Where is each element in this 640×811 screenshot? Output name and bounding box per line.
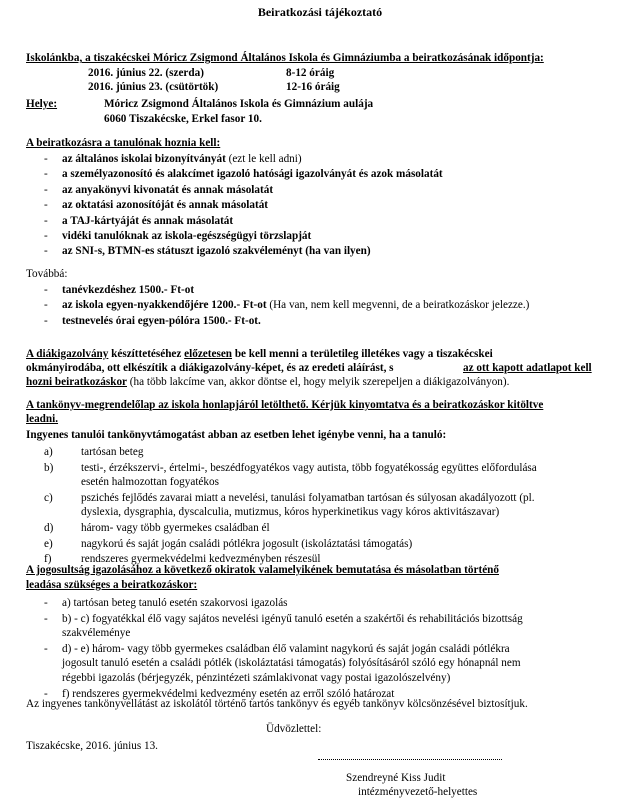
signer-name: Szendreyné Kiss Judit [346,772,446,784]
proof-text: a) tartósan beteg tanuló esetén szakorvosi igazolás [62,597,288,609]
bullet-dash: - [44,284,48,296]
also-item-text: az iskola egyen-nyakkendőjére 1200.- Ft-ot [62,299,267,312]
textbook-line-2: leadni. [26,413,59,425]
document-title: Beiratkozási tájékoztató [257,5,383,19]
proof-heading-1: A jogosultság igazolásához a következő okiratok valamelyikének bemutatása és másolatban történő [26,564,499,576]
student-id-line-2-underlined: az ott kapott adatlapot kell [463,362,592,374]
bring-item-text: a személyazonosító és alakcímet igazoló hatósági igazolványát és azok másolatát [62,168,443,181]
bring-item-text: az anyakönyvi kivonatát és annak másolatát [62,183,274,196]
condition-text: esetén halmozottan fogyatékos [81,476,219,488]
bring-item [62,199,268,213]
student-id-bring-text: hozni beiratkozáskor [26,376,127,388]
proof-dash: - [44,613,48,625]
proof-text: b) - c) fogyatékkal élő vagy sajátos nevelési igényű tanuló esetén a szakértői és rehabilitációs bizottság [62,613,523,625]
bullet-dash: - [44,230,48,242]
proof-heading-2: leadása szükséges a beiratkozáskor: [26,579,198,591]
bullet-dash: - [44,168,48,181]
signer-role: intézményvezető-helyettes [358,786,478,798]
bring-item [62,230,311,244]
also-item [62,299,529,313]
student-id-note: (ha több lakcíme van, akkor döntse el, hogy melyik szerepeljen a diákigazolványon). [127,376,510,388]
condition-letter: b) [44,461,54,474]
bring-item [62,215,233,229]
bullet-dash: - [44,299,48,312]
date-2-time: 12-16 óráig [286,81,340,93]
bring-item-note: (ezt le kell adni) [225,153,302,165]
bring-item [62,153,302,167]
signature-line [318,759,502,760]
bring-item-text: a TAJ-kártyáját és annak másolatát [62,214,234,227]
student-id-line-2: okmányirodába, ott elkészítik a diákigazolvány-képet, és az eredeti aláírást, s [26,362,394,374]
bring-heading: A beiratkozásra a tanulónak hoznia kell: [26,137,221,149]
date-2-day: 2016. június 23. (csütörtök) [88,81,219,93]
student-id-text-b: be kell menni a területileg illetékes vagy a tiszakécskei [232,348,493,360]
condition-letter: a) [44,446,53,458]
condition-letter: e) [44,537,53,550]
bring-item-text: vidéki tanulóknak az iskola-egészségügyi törzslapját [62,230,312,242]
student-id-line-3 [26,376,509,390]
textbook-line-1: A tankönyv-megrendelőlap az iskola honlapjáról letölthető. Kérjük kinyomtatva és a beiratkozáskor kitöltve [26,399,544,411]
proof-text: f) rendszeres gyermekvédelmi kedvezmény esetén az erről szóló határozat [62,687,395,700]
condition-text: három- vagy több gyermekes családban él [81,521,270,534]
condition-text: tartósan beteg [81,446,144,458]
bring-item [62,184,273,198]
bring-item-text: az oktatási azonosítóját és annak másolatát [62,199,269,212]
condition-letter: c) [44,491,53,504]
bullet-dash: - [44,245,48,258]
student-id-term: A diákigazolvány [26,348,109,360]
bullet-dash: - [44,314,48,327]
condition-letter: d) [44,521,54,534]
also-item-text: testnevelés órai egyen-pólóra 1500.- Ft-ot. [62,314,261,327]
also-item-text: tanévkezdéshez 1500.- Ft-ot [62,284,195,296]
also-item [62,284,194,298]
bullet-dash: - [44,199,48,212]
bring-item-text: az SNI-s, BTMN-es státuszt igazoló szakvéleményt (ha van ilyen) [62,245,371,258]
date-1-day: 2016. június 22. (szerda) [88,67,204,79]
condition-text: pszichés fejlődés zavarai miatt a nevelési, tanulási folyamatban tartósan és súlyosan akadályozott (pl. [81,491,535,504]
student-id-text-a: készíttetéséhez [108,348,185,360]
enrollment-date-heading: Iskolánkba, a tiszakécskei Móricz Zsigmond Általános Iskola és Gimnáziumba a beiratkozásának időpontja: [26,52,544,64]
proof-text: szakvéleménye [62,627,131,640]
also-item-note: (Ha van, nem kell megvenni, de a beiratkozáskor jelezze.) [266,299,530,312]
also-item [62,315,261,329]
also-label: Továbbá: [26,268,68,280]
bring-item [62,245,371,259]
condition-letter: f) [44,553,52,566]
bullet-dash: - [44,183,48,196]
bullet-dash: - [44,214,48,227]
condition-text: nagykorú és saját jogán családi pótlékra jogosult (iskoláztatási támogatás) [81,537,413,550]
place-line-1: Móricz Zsigmond Általános Iskola és Gimnázium aulája [104,98,374,110]
place-line-2: 6060 Tiszakécske, Erkel fasor 10. [104,113,262,125]
proof-dash: - [44,597,48,609]
condition-text: dyslexia, dysgraphia, dyscalculia, mutizmus, kóros hyperkinetikus vagy kóros aktivitászavar) [81,506,500,518]
support-heading: Ingyenes tanulói tankönyvtámogatást abban az esetben lehet igénybe venni, ha a tanuló: [26,429,447,441]
condition-text: testi-, érzékszervi-, értelmi-, beszédfogyatékos vagy autista, több fogyatékosság együttes előfordulása [81,461,537,474]
proof-dash: - [44,643,48,656]
proof-dash: - [44,687,48,700]
proof-closing: Az ingyenes tankönyvellátást az iskolától történő tartós tankönyv és egyéb tankönyv kölcsönzésével biztosítjuk. [26,698,528,710]
place-date: Tiszakécske, 2016. június 13. [26,740,158,752]
student-id-paragraph [26,348,622,362]
greeting: Üdvözlettel: [266,723,322,735]
bring-item [62,168,443,182]
proof-text: d) - e) három- vagy több gyermekes családban élő valamint nagykorú és saját jogán családi pótlékra [62,643,510,656]
proof-text: jogosult tanuló esetén a családi pótlék (iskoláztatási támogatás) folyósításáról szóló egy hónapnál nem [62,657,521,670]
condition-text: rendszeres gyermekvédelmi kedvezményben részesül [81,553,321,566]
bullet-dash: - [44,153,48,165]
proof-text: régebbi igazolás (bérjegyzék, pénzintézeti számlakivonat vagy postai igazolószelvény) [62,671,451,684]
bring-item-text: az általános iskolai bizonyítványát [62,153,226,165]
date-1-time: 8-12 óráig [286,67,335,79]
place-label: Helye: [26,98,58,110]
student-id-beforehand: előzetesen [184,348,233,360]
